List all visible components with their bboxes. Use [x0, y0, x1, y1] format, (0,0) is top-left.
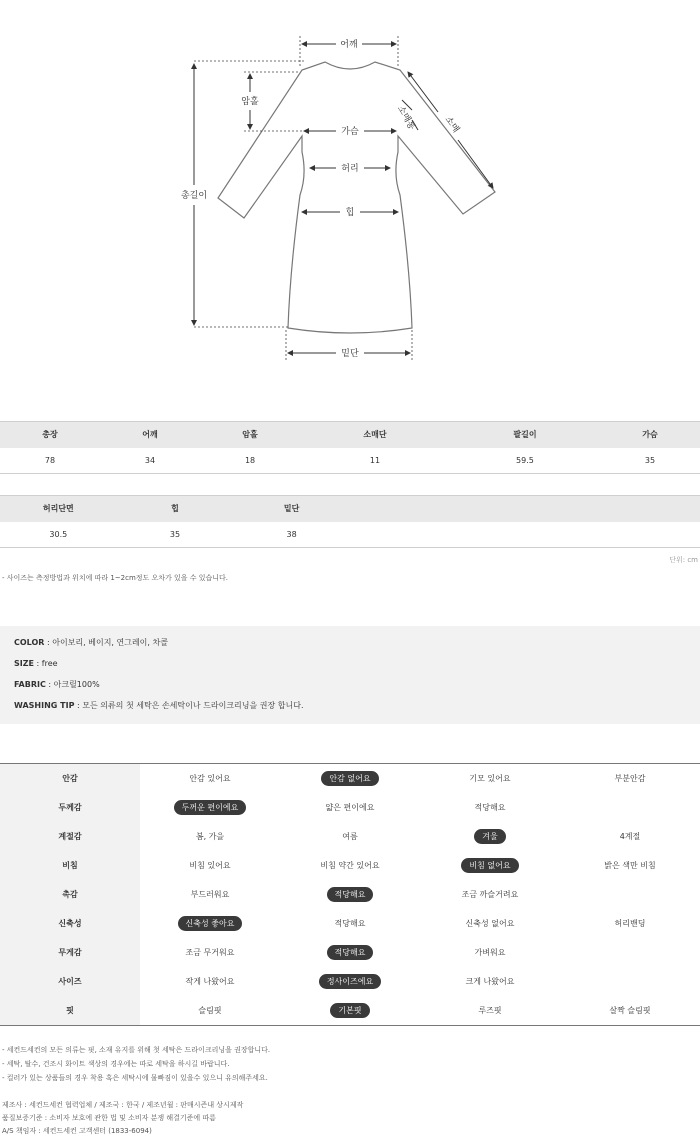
feature-option-selected — [140, 909, 280, 938]
header-cell: 가슴 — [600, 422, 700, 448]
feature-option-selected — [140, 793, 280, 822]
feature-option-text: 신축성 없어요 — [465, 919, 515, 929]
label-waist: 허리 — [341, 164, 359, 174]
care-note: - 컬러가 있는 상품들의 경우 착용 혹은 세탁시에 물빠짐이 있을수 있으니 유의해주세요. — [2, 1074, 268, 1082]
feature-option — [140, 851, 280, 880]
feature-row — [0, 996, 700, 1025]
header-cell — [350, 496, 467, 522]
header-cell: 소매단 — [300, 422, 450, 448]
size-table-secondary — [0, 495, 700, 548]
feature-option — [140, 764, 280, 793]
value-cell: 18 — [200, 448, 300, 474]
feature-option — [420, 938, 560, 967]
value-cell: 35 — [117, 522, 234, 548]
feature-option-text: 적당해요 — [327, 887, 374, 902]
label-sleeve: 소매 — [442, 114, 461, 135]
feature-option-text: 기모 있어요 — [469, 773, 511, 783]
size-diagram — [0, 0, 700, 420]
value-cell: 59.5 — [450, 448, 600, 474]
feature-table — [0, 763, 700, 1026]
header-cell: 힙 — [117, 496, 234, 522]
feature-row — [0, 822, 700, 851]
feature-option-text: 겨울 — [474, 829, 505, 844]
feature-option — [420, 909, 560, 938]
feature-label: 비침 — [0, 851, 140, 880]
label-hem: 밑단 — [341, 349, 359, 359]
label-chest: 가슴 — [341, 127, 359, 137]
feature-label: 사이즈 — [0, 967, 140, 996]
feature-label: 안감 — [0, 764, 140, 793]
header-cell: 밑단 — [233, 496, 350, 522]
color-info — [14, 637, 686, 658]
feature-option-selected — [420, 851, 560, 880]
care-notes — [2, 1045, 270, 1087]
washing-info — [14, 700, 686, 721]
feature-option-text: 신축성 좋아요 — [178, 916, 243, 931]
feature-option-text: 조금 무거워요 — [185, 948, 235, 958]
label-total-length: 총길이 — [180, 191, 208, 201]
maker-info — [2, 1100, 243, 1139]
feature-option-text: 봄, 가을 — [195, 831, 225, 841]
feature-option-text: 밝은 색만 비침 — [604, 860, 656, 870]
feature-row — [0, 851, 700, 880]
feature-option — [280, 822, 420, 851]
feature-option — [140, 967, 280, 996]
size-table-value-row — [0, 448, 700, 474]
value-cell — [467, 522, 584, 548]
feature-option-text: 4계절 — [619, 831, 641, 841]
value-cell: 30.5 — [0, 522, 117, 548]
label-hip: 힙 — [345, 208, 355, 218]
feature-option-selected — [280, 938, 420, 967]
value-cell: 34 — [100, 448, 200, 474]
feature-option-text: 안감 없어요 — [321, 771, 378, 786]
feature-label: 신축성 — [0, 909, 140, 938]
value-cell: 38 — [233, 522, 350, 548]
value-cell: 78 — [0, 448, 100, 474]
value-cell: 11 — [300, 448, 450, 474]
color-value: : 아이보리, 베이지, 연그레이, 차콜 — [44, 638, 168, 647]
header-cell — [583, 496, 700, 522]
feature-option — [560, 764, 700, 793]
feature-option — [560, 851, 700, 880]
feature-option-selected — [280, 880, 420, 909]
washing-label: WASHING TIP — [14, 701, 75, 710]
feature-row — [0, 880, 700, 909]
feature-option-selected — [280, 764, 420, 793]
feature-row — [0, 967, 700, 996]
maker-line: 품질보증기준 : 소비자 보호에 관한 법 및 소비자 분쟁 해결기준에 따름 — [2, 1114, 216, 1122]
dress-outline — [218, 62, 495, 333]
label-shoulder: 어깨 — [340, 40, 358, 50]
feature-option — [560, 996, 700, 1025]
size-table-header-row — [0, 422, 700, 448]
feature-option-selected — [280, 967, 420, 996]
feature-option-text: 루즈핏 — [478, 1006, 502, 1016]
washing-value: : 모든 의류의 첫 세탁은 손세탁이나 드라이크리닝을 권장 합니다. — [74, 701, 304, 710]
feature-option-text: 조금 까슬거려요 — [461, 889, 519, 899]
feature-option — [140, 996, 280, 1025]
size-note: - 사이즈는 측정방법과 위치에 따라 1~2cm정도 오차가 있을 수 있습니다. — [2, 574, 229, 582]
feature-option — [280, 851, 420, 880]
feature-option-text: 작게 나왔어요 — [185, 977, 235, 987]
header-cell — [467, 496, 584, 522]
fabric-info — [14, 679, 686, 700]
feature-label: 촉감 — [0, 880, 140, 909]
feature-option-selected — [420, 822, 560, 851]
feature-option-text: 비침 없어요 — [461, 858, 518, 873]
feature-row — [0, 909, 700, 938]
feature-option-text: 비침 약간 있어요 — [320, 860, 380, 870]
feature-option — [420, 996, 560, 1025]
feature-option — [140, 880, 280, 909]
feature-option — [420, 793, 560, 822]
feature-option — [560, 909, 700, 938]
header-cell: 총장 — [0, 422, 100, 448]
feature-option — [280, 909, 420, 938]
feature-label: 두께감 — [0, 793, 140, 822]
feature-row — [0, 764, 700, 793]
feature-option — [280, 793, 420, 822]
size-table-primary — [0, 421, 700, 474]
size-table-value-row — [0, 522, 700, 548]
feature-option — [560, 938, 700, 967]
feature-label: 무게감 — [0, 938, 140, 967]
maker-line: 제조사 : 세컨드세컨 협력업체 / 제조국 : 한국 / 제조년월 : 판매시즌내 상시제작 — [2, 1101, 244, 1109]
feature-option-text: 두꺼운 편이에요 — [174, 800, 247, 815]
unit-label: 단위: cm — [669, 556, 698, 564]
feature-option — [560, 822, 700, 851]
value-cell — [350, 522, 467, 548]
care-note: - 세컨드세컨의 모든 의류는 핏, 소재 유지를 위해 첫 세탁은 드라이크리닝을 권장합니다. — [2, 1046, 271, 1054]
feature-option — [420, 880, 560, 909]
label-armhole: 암홀 — [241, 97, 259, 107]
value-cell — [583, 522, 700, 548]
size-table-header-row — [0, 496, 700, 522]
header-cell: 암홀 — [200, 422, 300, 448]
feature-option-text: 허리밴딩 — [614, 919, 646, 929]
feature-label: 핏 — [0, 996, 140, 1025]
feature-option-text: 크게 나왔어요 — [465, 977, 515, 987]
feature-option-text: 살짝 슬림핏 — [609, 1006, 651, 1016]
size-info — [14, 658, 686, 679]
feature-option-text: 부분안감 — [614, 773, 646, 783]
feature-option-text: 슬림핏 — [198, 1006, 222, 1016]
care-note: - 세탁, 탈수, 건조시 화이트 색상의 경우에는 따로 세탁을 하시길 바랍니다. — [2, 1060, 230, 1068]
feature-option-selected — [280, 996, 420, 1025]
feature-option-text: 정사이즈에요 — [319, 974, 381, 989]
feature-option-text: 기본핏 — [330, 1003, 369, 1018]
feature-option-text: 여름 — [342, 831, 358, 841]
feature-option-text: 부드러워요 — [190, 889, 230, 899]
feature-option-text: 적당해요 — [474, 802, 506, 812]
color-label: COLOR — [14, 638, 45, 647]
product-info-box — [0, 626, 700, 724]
feature-option — [560, 880, 700, 909]
header-cell: 팔길이 — [450, 422, 600, 448]
label-sleeve-opening: 소매통 — [394, 104, 417, 132]
size-label: SIZE — [14, 659, 35, 668]
feature-option-text: 비침 있어요 — [189, 860, 231, 870]
feature-option-text: 안감 있어요 — [189, 773, 231, 783]
feature-option-text: 얇은 편이에요 — [325, 802, 375, 812]
feature-option-text: 적당해요 — [327, 945, 374, 960]
feature-option-text: 가벼워요 — [474, 948, 506, 958]
feature-row — [0, 938, 700, 967]
header-cell: 어깨 — [100, 422, 200, 448]
feature-option — [560, 793, 700, 822]
value-cell: 35 — [600, 448, 700, 474]
size-value: : free — [34, 659, 58, 668]
feature-option — [420, 967, 560, 996]
feature-option — [140, 822, 280, 851]
feature-option-text: 적당해요 — [334, 919, 366, 929]
feature-option — [560, 967, 700, 996]
feature-label: 계절감 — [0, 822, 140, 851]
header-cell: 허리단면 — [0, 496, 117, 522]
feature-option — [420, 764, 560, 793]
feature-row — [0, 793, 700, 822]
fabric-value: : 아크릴100% — [45, 680, 100, 689]
feature-option — [140, 938, 280, 967]
maker-line: A/S 책임자 : 세컨드세컨 고객센터 (1833-6094) — [2, 1127, 152, 1135]
fabric-label: FABRIC — [14, 680, 46, 689]
